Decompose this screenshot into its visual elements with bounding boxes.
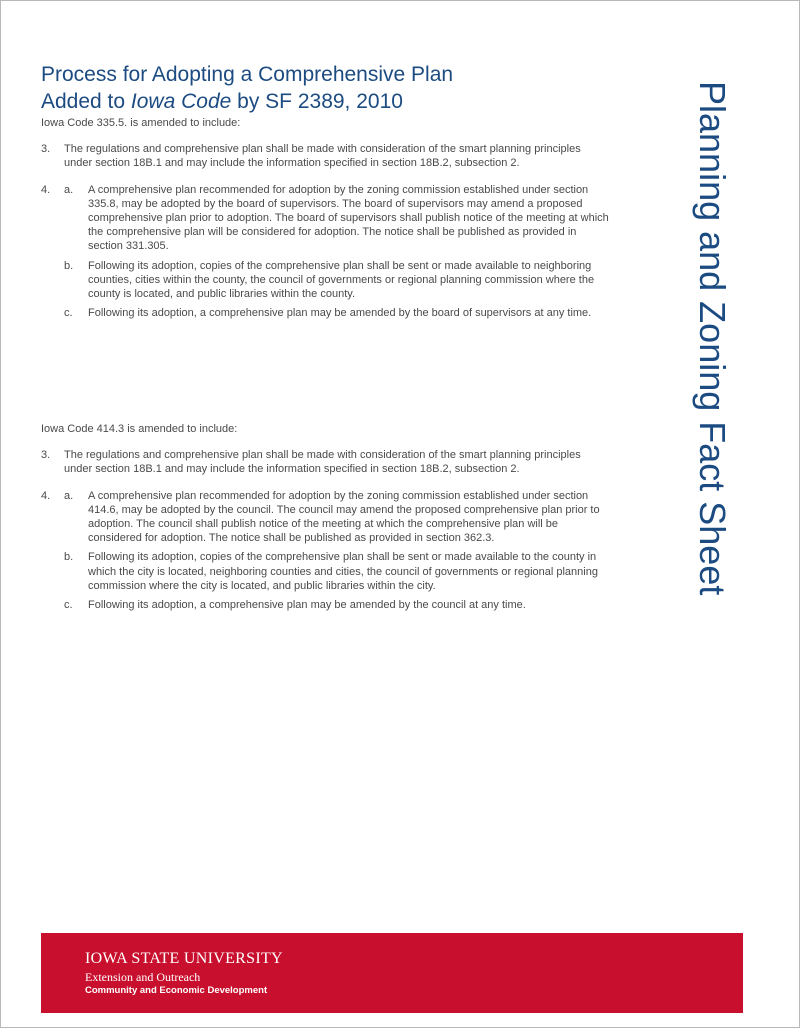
list-item-4	[41, 183, 611, 321]
sub-item-text: Following its adoption, a comprehensive plan may be amended by the council at any time.	[88, 599, 526, 612]
sub-item-text: Following its adoption, a comprehensive plan may be amended by the board of supervisors at any time.	[88, 307, 592, 320]
footer-banner	[41, 933, 743, 1013]
university-wordmark: IOWA STATE UNIVERSITY	[85, 950, 283, 967]
sub-item-letter: c.	[64, 307, 73, 320]
title-line-2-post: by SF 2389, 2010	[231, 90, 403, 113]
title-line-2	[41, 88, 601, 115]
extension-label: Extension and Outreach	[85, 970, 201, 984]
page-title	[41, 61, 601, 115]
item-number: 3.	[41, 449, 51, 462]
sub-item-b	[64, 550, 611, 593]
item-number: 4.	[41, 183, 51, 196]
list-item-3	[41, 142, 611, 170]
title-line-2-pre: Added to	[41, 90, 131, 113]
section-intro: Iowa Code 335.5. is amended to include:	[41, 117, 241, 129]
sub-item-text: Following its adoption, copies of the comprehensive plan shall be sent or made available to neighboring counties, cities within the county, the council of governments or regional planning commission where the county is located, and public libraries within the county.	[88, 259, 595, 301]
sub-item-c	[64, 598, 611, 612]
list-item-3	[41, 448, 611, 476]
sub-item-text: A comprehensive plan recommended for adoption by the zoning commission established under section 335.8, may be adopted by the board of supervisors. The board of supervisors may amend a proposed comprehensive plan prior to adoption. The board of supervisors shall publish notice of the meeting at which the comprehensive plan will be considered for adoption. The notice shall be published as provided in section 331.305.	[88, 183, 609, 253]
item-number: 3.	[41, 143, 51, 156]
item-text: The regulations and comprehensive plan shall be made with consideration of the smart planning principles under section 18B.1 and may include the information specified in section 18B.2, subsection 2.	[64, 449, 581, 476]
sub-item-letter: a.	[64, 489, 74, 502]
sub-item-letter: c.	[64, 599, 73, 612]
sub-item-a	[64, 183, 611, 254]
program-label: Community and Economic Development	[85, 985, 268, 996]
sub-item-letter: a.	[64, 183, 74, 196]
sub-item-letter: b.	[64, 259, 74, 272]
sub-item-c	[64, 306, 611, 320]
title-line-2-italic: Iowa Code	[130, 90, 232, 113]
section-iowa-code-335	[41, 116, 611, 320]
side-title: Planning and Zoning Fact Sheet	[692, 81, 733, 596]
section-intro: Iowa Code 414.3 is amended to include:	[41, 423, 238, 435]
sub-item-letter: b.	[64, 551, 74, 564]
sub-item-text: A comprehensive plan recommended for adoption by the zoning commission established under section 414.6, may be adopted by the council. The council may amend the proposed comprehensive plan prior to adoption. The council shall publish notice of the meeting at which the comprehensive plan will be considered for adoption. The notice shall be published as provided in section 362.3.	[88, 489, 600, 545]
section-iowa-code-414	[41, 422, 611, 612]
sub-item-text: Following its adoption, copies of the comprehensive plan shall be sent or made available to the county in which the city is located, neighboring counties and cities, the council of governments or regional planning commission where the city is located, and public libraries within the city.	[88, 551, 598, 592]
list-item-4	[41, 489, 611, 613]
item-text: The regulations and comprehensive plan shall be made with consideration of the smart planning principles under section 18B.1 and may include the information specified in section 18B.2, subsection 2.	[64, 143, 581, 170]
title-line-1: Process for Adopting a Comprehensive Plan	[41, 63, 454, 86]
sub-item-b	[64, 259, 611, 302]
item-number: 4.	[41, 489, 51, 502]
sub-item-a	[64, 489, 611, 546]
